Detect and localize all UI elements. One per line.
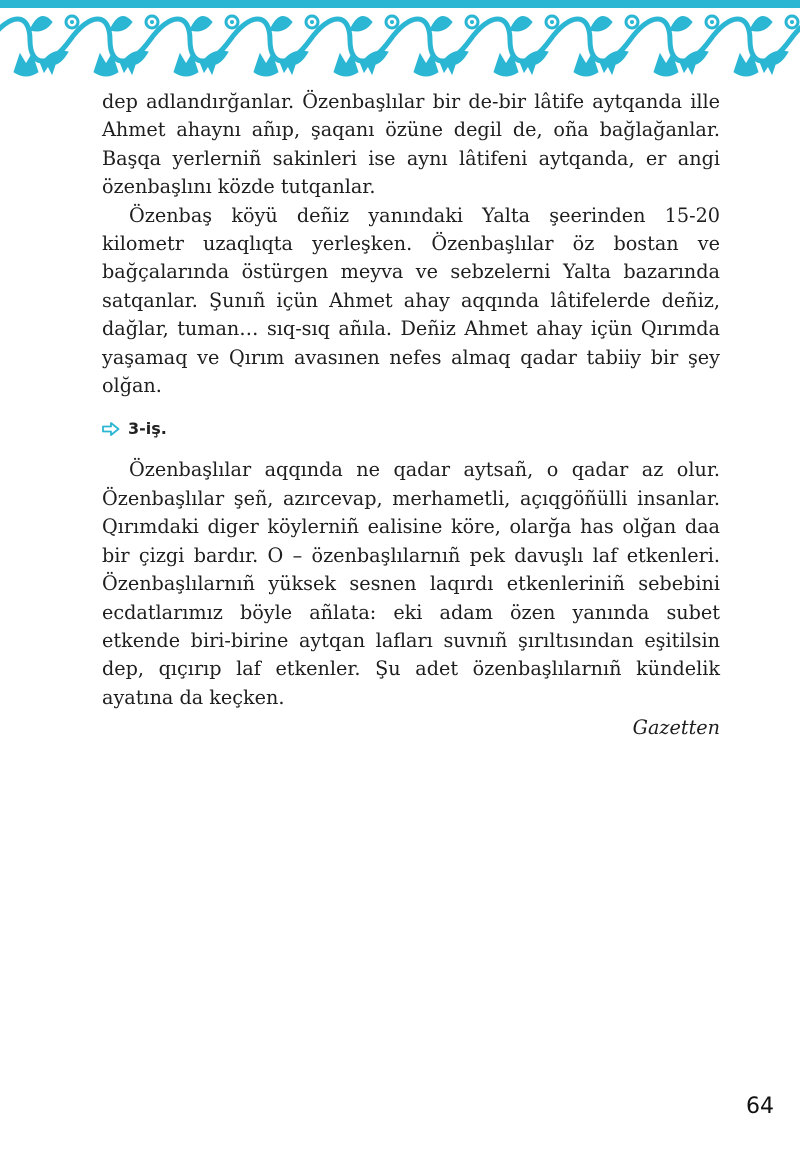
page-number: 64 xyxy=(746,1094,774,1119)
page-body xyxy=(102,88,720,743)
floral-ornament-header xyxy=(0,0,800,78)
paragraph-1: dep adlandırğanlar. Özenbaşlılar bir de-bir lâtife aytqanda ille Ahmet ahaynı añıp, şaqanı özüne degil de, oña bağlağanlar. Başqa yerlerniñ sakinleri ise aynı lâtifeni aytqanda, er angi özenbaşlını közde tutqanlar. xyxy=(102,90,720,199)
paragraph-2: Özenbaş köyü deñiz yanındaki Yalta şeerinden 15-20 kilometr uzaqlıqta yerleşken. Özenbaşlılar öz bostan ve bağçalarında östürgen meyva ve sebzelerni Yalta bazarında satqanlar. Şunıñ içün Ahmet ahay aqqında lâtifelerde deñiz, dağlar, tuman… sıq-sıq añıla. Deñiz Ahmet ahay içün Qırımda yaşamaq ve Qırım avasınen nefes almaq qadar tabiiy bir şey olğan. xyxy=(102,203,720,398)
task-label: 3-iş. xyxy=(128,419,167,439)
task-heading xyxy=(102,418,720,440)
arrow-right-icon xyxy=(102,422,120,436)
source-attribution: Gazetten xyxy=(632,716,720,740)
paragraph-3: Özenbaşlılar aqqında ne qadar aytsañ, o qadar az olur. Özenbaşlılar şeñ, azırcevap, merhametli, açıqgöñülli insanlar. Qırımdaki diger köylerniñ ealisine köre, olarğa has olğan daa bir çizgi bardır. O – özenbaşlılarnıñ pek davuşlı laf etkenleri. Özenbaşlılarnıñ yüksek sesnen laqırdı etkenleriniñ sebebini ecdatlarımız böyle añlata: eki adam özen yanında subet etkende biri-birine aytqan lafları suvnıñ şırıltısından eşitilsin dep, qıçırıp laf etkenler. Şu adet özenbaşlılarnıñ kündelik ayatına da keçken. xyxy=(102,458,720,709)
